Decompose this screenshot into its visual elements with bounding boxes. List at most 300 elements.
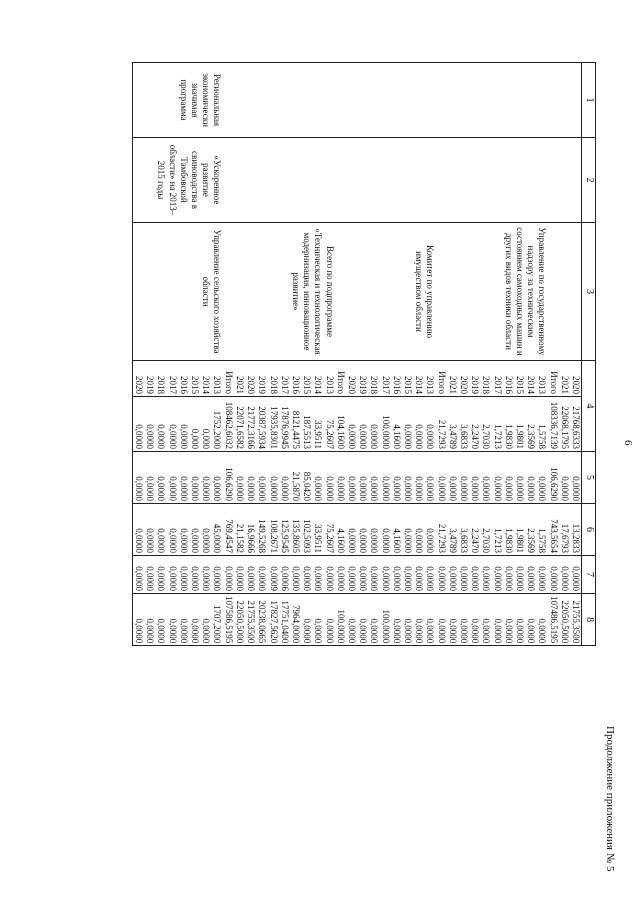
- cell-regional: 45,0000: [211, 504, 222, 556]
- cell-regional: 4,1600: [335, 504, 346, 556]
- cell-program-name: [570, 138, 582, 223]
- cell-regional: 0,0000: [144, 504, 155, 556]
- cell-year: 2020: [132, 361, 144, 397]
- cell-total: 0,0000: [424, 397, 435, 452]
- cell-total: 100,0000: [379, 397, 390, 452]
- cell-federal: 0,0000: [379, 452, 390, 504]
- cell-program-name: [223, 138, 234, 223]
- cell-program-name: [156, 138, 223, 223]
- cell-local: 0,0000: [491, 556, 502, 594]
- cell-executor: [256, 223, 267, 361]
- cell-federal: 0,0000: [480, 452, 491, 504]
- cell-regional: 769,4547: [223, 504, 234, 556]
- table-row: [245, 63, 256, 646]
- cell-total: 22071,6582: [234, 397, 245, 452]
- cell-program-type: [491, 63, 502, 138]
- header-col-3: 3: [582, 223, 596, 361]
- cell-extrabudget: 21755,3500: [570, 594, 582, 646]
- cell-federal: 0,0000: [368, 452, 379, 504]
- cell-regional: 2,3569: [525, 504, 536, 556]
- cell-program-type: [323, 63, 334, 138]
- table-row: [559, 63, 570, 646]
- cell-federal: 0,0000: [413, 452, 424, 504]
- header-col-7: 7: [582, 556, 596, 594]
- cell-total: 0,000: [189, 397, 200, 452]
- cell-program-type: [166, 63, 177, 138]
- cell-regional: 0,0000: [413, 504, 424, 556]
- cell-regional: 743,5654: [547, 504, 558, 556]
- cell-program-type: [256, 63, 267, 138]
- cell-program-type: [379, 63, 390, 138]
- cell-federal: 0,0000: [267, 452, 278, 504]
- cell-program-name: [144, 138, 155, 223]
- cell-program-name: [514, 138, 525, 223]
- cell-year: Итого: [335, 361, 346, 397]
- cell-executor-text: Управление сельского хозяйства области: [201, 229, 223, 354]
- cell-total: 2,2470: [469, 397, 480, 452]
- cell-federal: 85,0420: [301, 452, 312, 504]
- cell-regional: 2,2470: [469, 504, 480, 556]
- cell-program-type: [525, 63, 536, 138]
- cell-program-type: [245, 63, 256, 138]
- cell-program-type: [458, 63, 469, 138]
- cell-regional: 0,0000: [166, 504, 177, 556]
- table-row: [447, 63, 458, 646]
- cell-extrabudget: 0,0000: [435, 594, 446, 646]
- cell-program-name: [525, 138, 536, 223]
- table-row: [335, 63, 346, 646]
- cell-program-type: [435, 63, 446, 138]
- header-col-8: 8: [582, 594, 596, 646]
- cell-executor: [458, 223, 469, 361]
- cell-local: 0,0000: [424, 556, 435, 594]
- cell-federal: 0,0000: [458, 452, 469, 504]
- table-row: [480, 63, 491, 646]
- cell-local: 0,0000: [357, 556, 368, 594]
- table-row: [144, 63, 155, 646]
- cell-regional: 0,0000: [189, 504, 200, 556]
- cell-program-type: [290, 63, 301, 138]
- cell-total: 104,1600: [335, 397, 346, 452]
- cell-year: 2013: [536, 361, 547, 397]
- cell-executor: [223, 223, 234, 361]
- cell-regional: 0,0000: [368, 504, 379, 556]
- cell-regional: 135,8605: [290, 504, 301, 556]
- cell-year: 2018: [368, 361, 379, 397]
- cell-local: 0,0000: [413, 556, 424, 594]
- cell-local: 0,0000: [335, 556, 346, 594]
- cell-program-type: [547, 63, 558, 138]
- cell-federal: 0,0000: [503, 452, 514, 504]
- cell-local: 0,0000: [256, 556, 267, 594]
- cell-federal: 0,0000: [200, 452, 211, 504]
- cell-extrabudget: 0,0000: [368, 594, 379, 646]
- cell-local: 0,0000: [525, 556, 536, 594]
- cell-program-type: [335, 63, 346, 138]
- cell-program-name: [256, 138, 267, 223]
- cell-extrabudget: 0,0000: [402, 594, 413, 646]
- cell-extrabudget: 0,0000: [536, 594, 547, 646]
- cell-local: 0,0000: [503, 556, 514, 594]
- cell-federal: 0,0000: [402, 452, 413, 504]
- cell-program-type: [559, 63, 570, 138]
- cell-regional: 4,1600: [391, 504, 402, 556]
- table-row: [435, 63, 446, 646]
- cell-program-type: [424, 63, 435, 138]
- cell-local: 0,0006: [279, 556, 290, 594]
- cell-regional: 0,0000: [132, 504, 144, 556]
- table-row: [323, 63, 334, 646]
- table-row: [267, 63, 278, 646]
- table-row: [536, 63, 547, 646]
- cell-executor: [491, 223, 502, 361]
- cell-program-name: [559, 138, 570, 223]
- cell-program-name: [413, 138, 424, 223]
- cell-total: 21768,6333: [570, 397, 582, 452]
- cell-local: 0,0000: [155, 556, 166, 594]
- cell-year: 2019: [256, 361, 267, 397]
- cell-year: 2016: [391, 361, 402, 397]
- cell-program-name: [335, 138, 346, 223]
- cell-executor: [346, 223, 357, 361]
- cell-total: 0,0000: [413, 397, 424, 452]
- cell-federal: 0,0000: [279, 452, 290, 504]
- cell-regional: 0,0000: [424, 504, 435, 556]
- cell-program-name: [346, 138, 357, 223]
- cell-program-name: [245, 138, 256, 223]
- cell-extrabudget: 17751,0400: [279, 594, 290, 646]
- cell-total: 1,5758: [536, 397, 547, 452]
- cell-regional: 13,2833: [570, 504, 582, 556]
- cell-federal: 0,0000: [189, 452, 200, 504]
- cell-total: 21,7293: [435, 397, 446, 452]
- cell-extrabudget: 107486,5195: [547, 594, 558, 646]
- cell-federal: 0,0000: [323, 452, 334, 504]
- cell-executor: [547, 223, 558, 361]
- cell-regional: 0,0000: [178, 504, 189, 556]
- cell-regional: 0,0000: [357, 504, 368, 556]
- cell-federal: 0,0000: [178, 452, 189, 504]
- cell-program-name: [547, 138, 558, 223]
- cell-regional: 0,0000: [200, 504, 211, 556]
- table-row: [402, 63, 413, 646]
- table-row: [346, 63, 357, 646]
- cell-regional: 125,9545: [279, 504, 290, 556]
- cell-total: 4,1600: [391, 397, 402, 452]
- cell-regional: 1,9801: [514, 504, 525, 556]
- table-row: [368, 63, 379, 646]
- cell-program-name: [435, 138, 446, 223]
- cell-regional: 102,5093: [301, 504, 312, 556]
- cell-program-type: [514, 63, 525, 138]
- cell-extrabudget: 0,0000: [200, 594, 211, 646]
- cell-year: 2016: [503, 361, 514, 397]
- cell-total: 108462,6032: [223, 397, 234, 452]
- cell-year: 2013: [323, 361, 334, 397]
- cell-extrabudget: 7964,0000: [290, 594, 301, 646]
- budget-table: [132, 62, 596, 646]
- cell-program-name: [379, 138, 390, 223]
- cell-local: 0,0000: [312, 556, 323, 594]
- cell-year: 2017: [279, 361, 290, 397]
- cell-program-type: [301, 63, 312, 138]
- cell-program-type: [267, 63, 278, 138]
- table-row: [379, 63, 390, 646]
- cell-regional: 108,2671: [267, 504, 278, 556]
- cell-year: Итого: [435, 361, 446, 397]
- page-number: 6: [622, 440, 634, 446]
- cell-federal: 0,0000: [132, 452, 144, 504]
- cell-program-name: [458, 138, 469, 223]
- header-col-4: 4: [582, 361, 596, 452]
- cell-program-name: [447, 138, 458, 223]
- cell-total: 0,0000: [178, 397, 189, 452]
- cell-total: 1752,2000: [211, 397, 222, 452]
- cell-executor: [469, 223, 480, 361]
- cell-federal: 0,0000: [391, 452, 402, 504]
- cell-year: 2015: [514, 361, 525, 397]
- cell-total: 1,7213: [491, 397, 502, 452]
- cell-regional: 17,6793: [559, 504, 570, 556]
- cell-total: 17935,8301: [267, 397, 278, 452]
- cell-program-name: [469, 138, 480, 223]
- cell-year: 2014: [525, 361, 536, 397]
- cell-year: 2019: [144, 361, 155, 397]
- cell-year: Итого: [223, 361, 234, 397]
- cell-program-name: [290, 138, 301, 223]
- cell-program-type: [346, 63, 357, 138]
- cell-program-name: [267, 138, 278, 223]
- table-row: [279, 63, 290, 646]
- header-col-6: 6: [582, 504, 596, 556]
- cell-total: 21772,3166: [245, 397, 256, 452]
- cell-executor: [178, 223, 189, 361]
- cell-local: 0,0000: [547, 556, 558, 594]
- cell-local: 0,0000: [245, 556, 256, 594]
- cell-federal: 0,0000: [447, 452, 458, 504]
- cell-federal: 0,0000: [559, 452, 570, 504]
- cell-executor: [379, 223, 390, 361]
- cell-program-name: [503, 138, 514, 223]
- cell-executor: [402, 223, 413, 361]
- cell-federal: 106,6290: [547, 452, 558, 504]
- cell-regional: 0,0000: [402, 504, 413, 556]
- cell-extrabudget: 0,0000: [391, 594, 402, 646]
- cell-local: 0,0000: [178, 556, 189, 594]
- cell-program-name: [402, 138, 413, 223]
- cell-regional: 0,0000: [379, 504, 390, 556]
- cell-federal: 0,0000: [335, 452, 346, 504]
- cell-federal: 0,0000: [570, 452, 582, 504]
- cell-year: 2018: [480, 361, 491, 397]
- header-col-1: 1: [582, 63, 596, 138]
- cell-extrabudget: 0,0000: [447, 594, 458, 646]
- cell-local: 0,0000: [514, 556, 525, 594]
- cell-federal: 0,0000: [234, 452, 245, 504]
- header-col-5: 5: [582, 452, 596, 504]
- cell-executor: [559, 223, 570, 361]
- cell-year: 2019: [357, 361, 368, 397]
- table-row: [469, 63, 480, 646]
- cell-program-type: [402, 63, 413, 138]
- cell-extrabudget: 107586,5195: [223, 594, 234, 646]
- cell-federal: 0,0000: [536, 452, 547, 504]
- table-row: [256, 63, 267, 646]
- cell-extrabudget: 0,0000: [503, 594, 514, 646]
- cell-program-type: [480, 63, 491, 138]
- cell-extrabudget: 0,0000: [155, 594, 166, 646]
- cell-federal: 0,0000: [424, 452, 435, 504]
- cell-regional: 2,7030: [480, 504, 491, 556]
- table-row: [570, 63, 582, 646]
- cell-program-name-text: «Ускоренное развитие свиноводства в Тамбовской области» на 2013–2015 годы: [156, 144, 223, 216]
- cell-extrabudget: 0,0000: [514, 594, 525, 646]
- cell-local: 0,0000: [290, 556, 301, 594]
- cell-federal: 0,0000: [525, 452, 536, 504]
- cell-total: 3,4789: [447, 397, 458, 452]
- cell-federal: 0,0000: [155, 452, 166, 504]
- table-row: [211, 63, 222, 646]
- cell-extrabudget: 0,0000: [413, 594, 424, 646]
- cell-executor: [435, 223, 446, 361]
- cell-extrabudget: 0,0000: [480, 594, 491, 646]
- cell-extrabudget: 0,0000: [323, 594, 334, 646]
- cell-total: 0,0000: [166, 397, 177, 452]
- cell-executor: [357, 223, 368, 361]
- cell-extrabudget: 22050,5000: [234, 594, 245, 646]
- cell-executor: [414, 223, 436, 361]
- table-row: [491, 63, 502, 646]
- cell-local: 0,0000: [346, 556, 357, 594]
- cell-total: 22068,1795: [559, 397, 570, 452]
- cell-program-name: [368, 138, 379, 223]
- cell-program-name: [312, 138, 323, 223]
- cell-regional: 75,2607: [323, 504, 334, 556]
- cell-program-name: [480, 138, 491, 223]
- cell-executor: [503, 223, 548, 361]
- cell-regional: 149,5268: [256, 504, 267, 556]
- cell-local: 0,0000: [234, 556, 245, 594]
- cell-year: 2013: [211, 361, 222, 397]
- cell-local: 0,0000: [144, 556, 155, 594]
- cell-local: 0,0000: [536, 556, 547, 594]
- cell-program-type: [279, 63, 290, 138]
- cell-year: 2018: [155, 361, 166, 397]
- cell-program-type: [357, 63, 368, 138]
- cell-regional: 21,7293: [435, 504, 446, 556]
- cell-extrabudget: 0,0000: [166, 594, 177, 646]
- cell-total: 187,5513: [301, 397, 312, 452]
- cell-local: 0,0000: [211, 556, 222, 594]
- cell-local: 0,0000: [391, 556, 402, 594]
- cell-executor: [480, 223, 491, 361]
- cell-federal: 106,6290: [223, 452, 234, 504]
- cell-local: 0,0000: [458, 556, 469, 594]
- cell-federal: 0,0000: [346, 452, 357, 504]
- cell-local: 0,0000: [368, 556, 379, 594]
- cell-regional: 1,5758: [536, 504, 547, 556]
- cell-federal: 0,0000: [144, 452, 155, 504]
- header-col-2: 2: [582, 138, 596, 223]
- table-header-row: [582, 63, 596, 646]
- cell-local: 0,0000: [379, 556, 390, 594]
- cell-extrabudget: 0,0000: [469, 594, 480, 646]
- cell-program-name: [234, 138, 245, 223]
- cell-executor: [570, 223, 582, 361]
- cell-year: 2020: [245, 361, 256, 397]
- cell-extrabudget: 17827,5620: [267, 594, 278, 646]
- cell-program-name: [132, 138, 144, 223]
- cell-extrabudget: 0,0000: [525, 594, 536, 646]
- cell-extrabudget: 0,0000: [189, 594, 200, 646]
- cell-extrabudget: 0,0000: [132, 594, 144, 646]
- cell-regional: 0,0000: [155, 504, 166, 556]
- cell-extrabudget: 20238,0665: [256, 594, 267, 646]
- cell-local: 0,0000: [200, 556, 211, 594]
- cell-total: 20387,5934: [256, 397, 267, 452]
- cell-federal: 0,0000: [211, 452, 222, 504]
- cell-program-type: [447, 63, 458, 138]
- cell-regional: 3,4789: [447, 504, 458, 556]
- cell-program-name: [279, 138, 290, 223]
- cell-federal: 21,5870: [290, 452, 301, 504]
- cell-program-type: [144, 63, 155, 138]
- cell-program-type: [312, 63, 323, 138]
- cell-executor: [279, 223, 290, 361]
- cell-executor: [290, 223, 335, 361]
- cell-federal: 0,0000: [469, 452, 480, 504]
- cell-total: 17876,9945: [279, 397, 290, 452]
- cell-executor: [245, 223, 256, 361]
- table-body: [132, 63, 581, 646]
- cell-extrabudget: 0,0000: [312, 594, 323, 646]
- cell-year: 2014: [312, 361, 323, 397]
- cell-total: 0,0000: [155, 397, 166, 452]
- cell-program-type: [368, 63, 379, 138]
- cell-year: 2013: [424, 361, 435, 397]
- cell-year: 2016: [178, 361, 189, 397]
- table-row: [132, 63, 144, 646]
- cell-extrabudget: 0,0000: [301, 594, 312, 646]
- cell-local: 0,0000: [559, 556, 570, 594]
- cell-extrabudget: 0,0000: [178, 594, 189, 646]
- cell-program-type: [391, 63, 402, 138]
- cell-regional: 1,9830: [503, 504, 514, 556]
- cell-executor: [189, 223, 200, 361]
- cell-executor: [201, 223, 223, 361]
- cell-year: 2016: [290, 361, 301, 397]
- cell-local: 0,0000: [323, 556, 334, 594]
- cell-program-name: [301, 138, 312, 223]
- cell-federal: 0,0000: [491, 452, 502, 504]
- table-row: [458, 63, 469, 646]
- cell-executor-text: Управление по государственному надзору за техническим состоянием самоходных машин и других видов техники области: [503, 227, 548, 356]
- cell-total: 33,9511: [312, 397, 323, 452]
- cell-total: 0,0000: [132, 397, 144, 452]
- cell-local: 0,0000: [469, 556, 480, 594]
- cell-total: 1,9801: [514, 397, 525, 452]
- cell-local: 0,0000: [189, 556, 200, 594]
- cell-total: 2,3569: [525, 397, 536, 452]
- cell-total: 2,7030: [480, 397, 491, 452]
- cell-year: 2017: [491, 361, 502, 397]
- cell-program-type: [234, 63, 245, 138]
- cell-federal: 0,0000: [514, 452, 525, 504]
- cell-program-name: [323, 138, 334, 223]
- cell-extrabudget: 0,0000: [357, 594, 368, 646]
- cell-total: 0,000: [200, 397, 211, 452]
- cell-federal: 0,0000: [312, 452, 323, 504]
